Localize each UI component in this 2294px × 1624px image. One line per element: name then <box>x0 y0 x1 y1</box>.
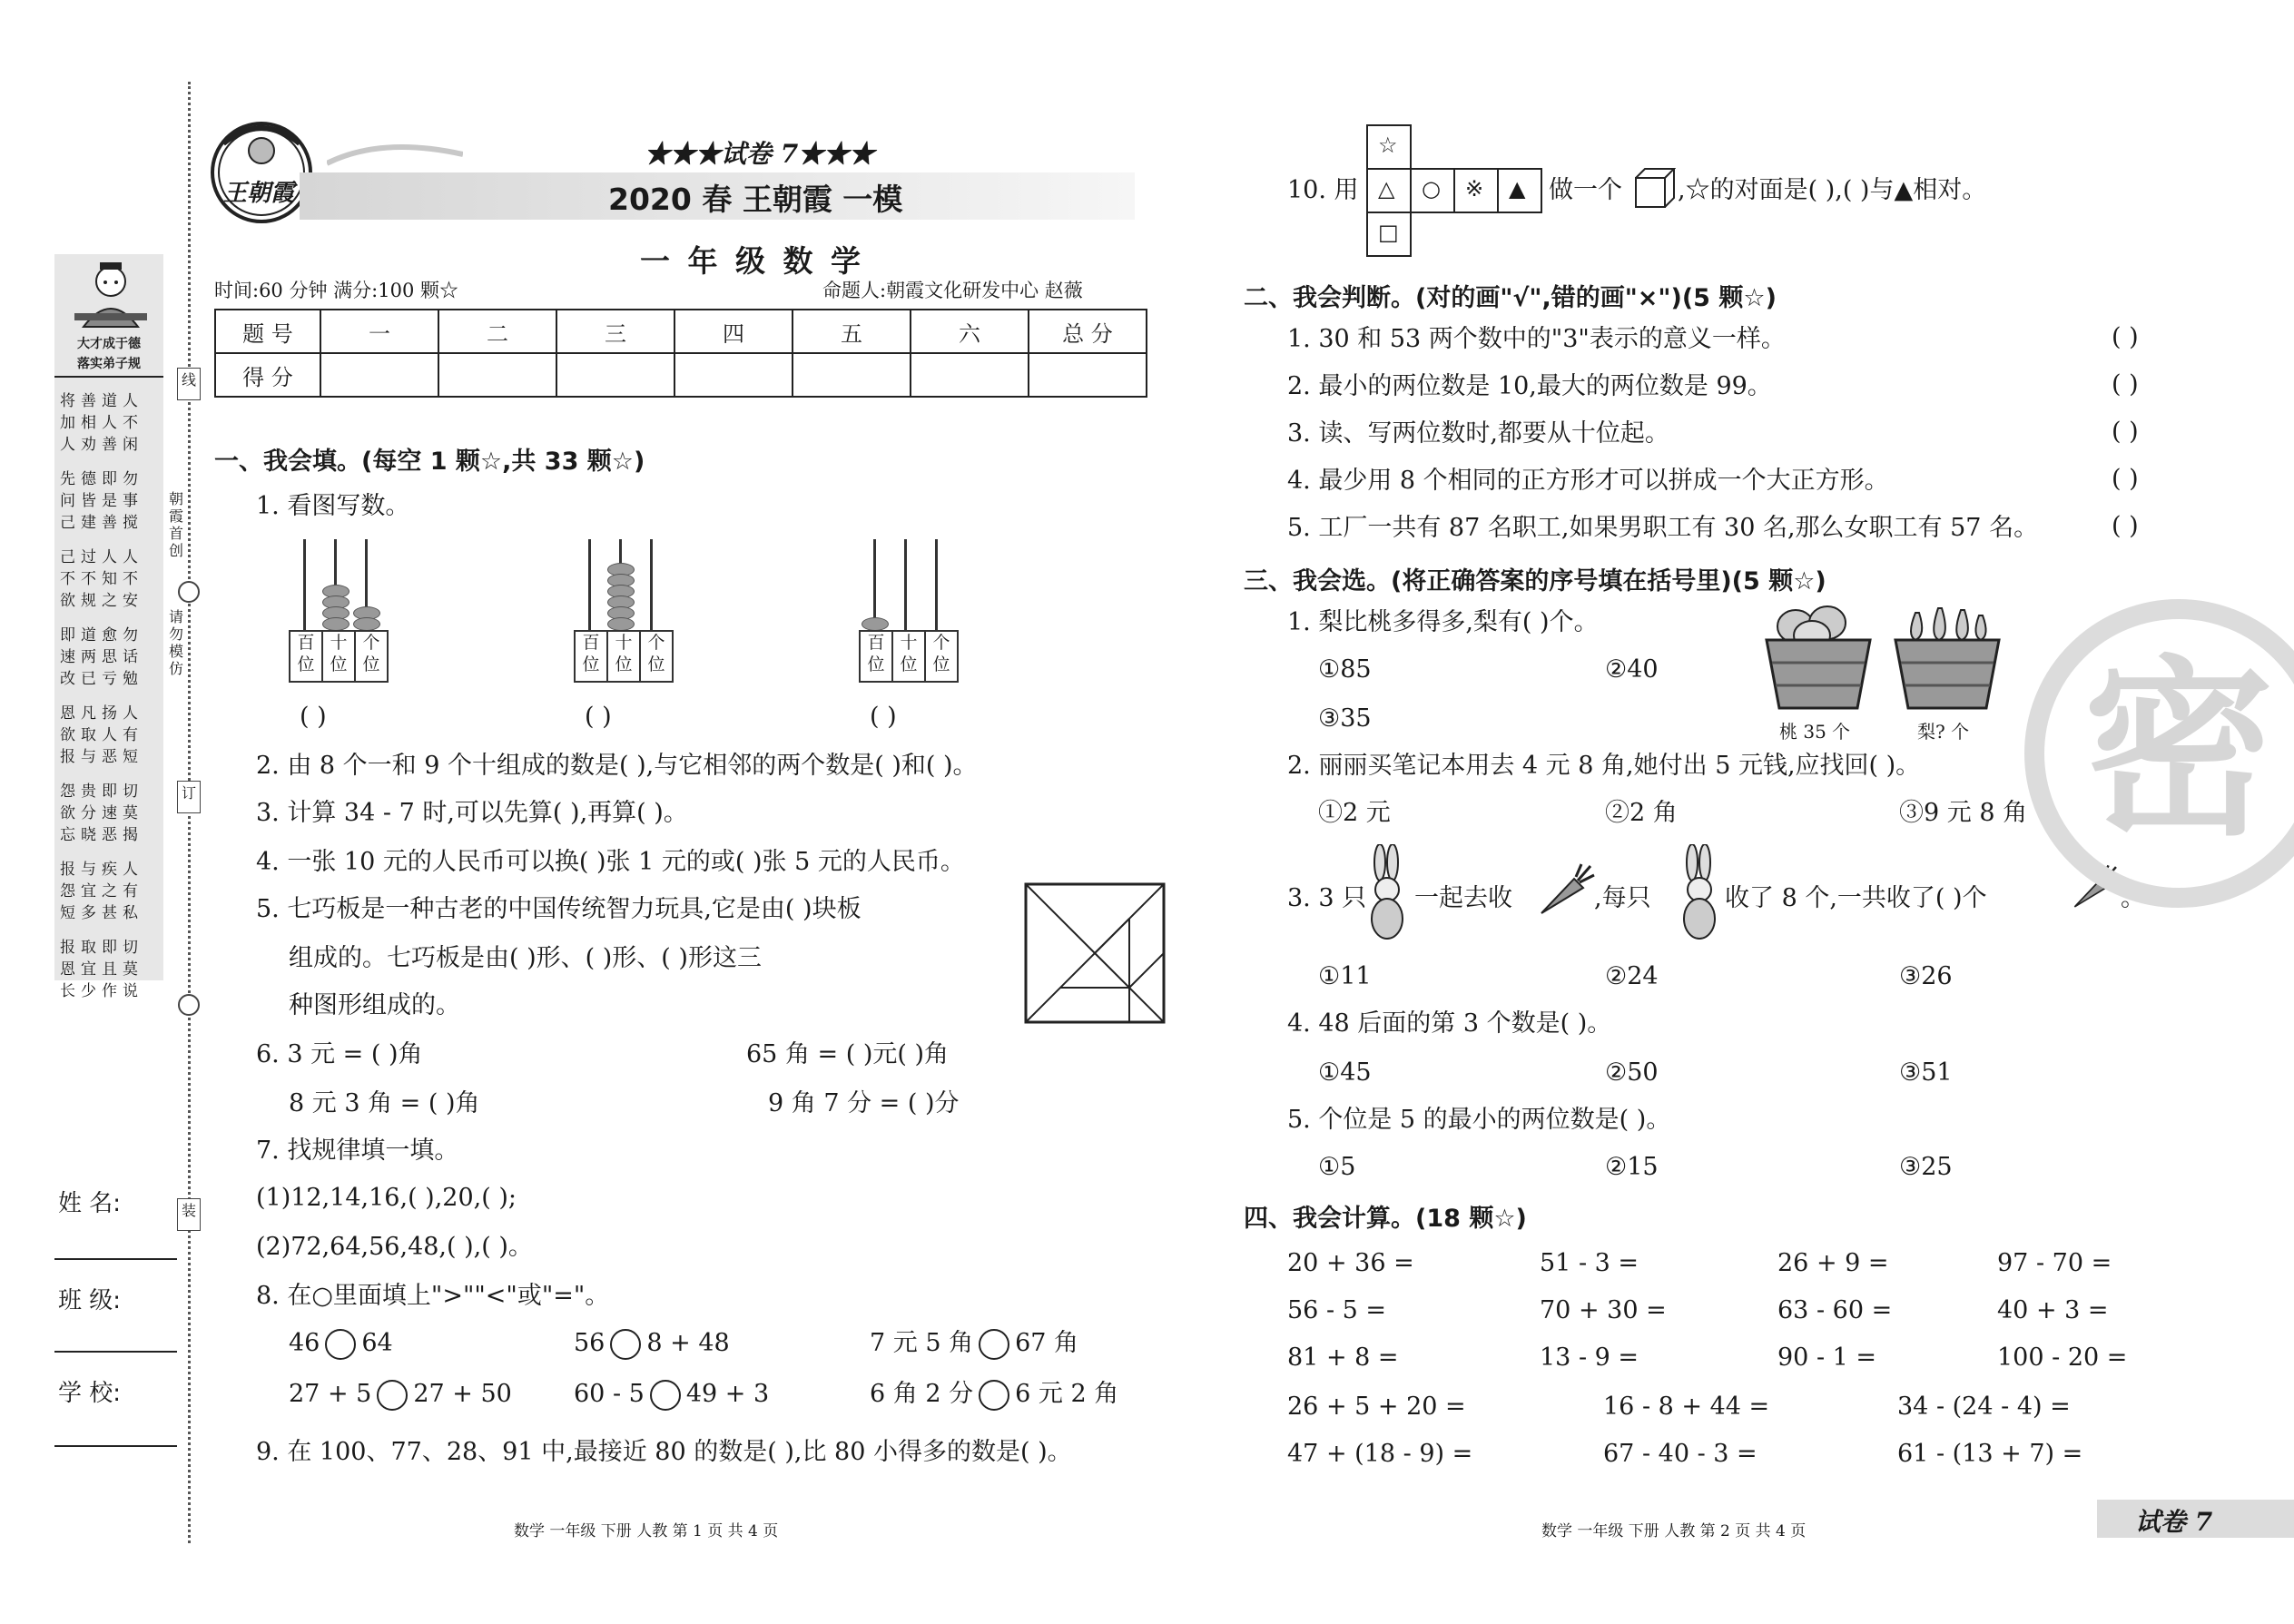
question-text: (2)72,64,56,48,( ),( )。 <box>256 1233 533 1261</box>
score-input-cell[interactable] <box>793 353 911 397</box>
question-text: 65 角 = ( )元( )角 <box>746 1040 950 1068</box>
ribbon-swoosh <box>327 127 463 172</box>
calc-item: 63 - 60 = <box>1777 1296 1893 1324</box>
compare-circle[interactable] <box>377 1380 408 1411</box>
choice-question: 一起去收 <box>1414 884 1512 912</box>
abacus-place-label: 个位 <box>354 630 389 683</box>
vertical-note: 朝霞首创 <box>169 490 184 559</box>
answer-blank[interactable]: ( ) <box>585 703 612 731</box>
score-input-cell[interactable] <box>1029 353 1147 397</box>
exam-author: 命题人:朝霞文化研发中心 赵薇 <box>822 280 1083 301</box>
calc-item: 47 + (18 - 9) = <box>1287 1440 1473 1468</box>
sidebar-poem-line: 将善道人 <box>60 392 143 410</box>
score-input-cell[interactable] <box>674 353 793 397</box>
pear-basket-image <box>1888 599 2006 721</box>
compare-circle[interactable] <box>650 1380 681 1411</box>
exam-badge: ★★★试卷 7★★★ <box>645 139 875 169</box>
calc-item: 61 - (13 + 7) = <box>1897 1440 2083 1468</box>
tangram-figure <box>1024 882 1166 1028</box>
cube-icon <box>1634 167 1676 212</box>
choice-question: 4. 48 后面的第 3 个数是( )。 <box>1287 1009 1612 1038</box>
page-footer: 数学 一年级 下册 人教 第 1 页 共 4 页 <box>514 1522 779 1540</box>
compare-item: 27 + 5 27 + 50 <box>289 1378 512 1411</box>
score-table <box>214 309 1147 398</box>
choice-option[interactable]: ①45 <box>1318 1058 1372 1087</box>
net-cell-symbol: ▲ <box>1509 176 1526 202</box>
answer-blank[interactable]: ( ) <box>300 703 327 731</box>
judge-item: 1. 30 和 53 两个数中的"3"表示的意义一样。 <box>1287 325 1786 353</box>
choice-option[interactable]: ③9 元 8 角 <box>1899 799 2028 827</box>
calc-item: 13 - 9 = <box>1540 1343 1639 1372</box>
sidebar-poem-line: 改已亏勉 <box>60 670 143 688</box>
judge-blank[interactable]: ( ) <box>2112 512 2139 540</box>
judge-blank[interactable]: ( ) <box>2112 418 2139 446</box>
calc-item: 40 + 3 = <box>1997 1296 2109 1324</box>
sidebar-poem-line: 报与恶短 <box>60 748 143 766</box>
sidebar-poem-line: 报取即切 <box>60 939 143 957</box>
abacus-place-label: 十位 <box>321 630 356 683</box>
choice-question: 5. 个位是 5 的最小的两位数是( )。 <box>1287 1106 1671 1134</box>
judge-blank[interactable]: ( ) <box>2112 370 2139 399</box>
section-heading: 三、我会选。(将正确答案的序号填在括号里)(5 颗☆) <box>1244 567 1826 595</box>
table-cell: 题 号 <box>215 310 320 353</box>
sidebar-poem-line: 先德即勿 <box>60 470 143 488</box>
section-heading: 二、我会判断。(对的画"√",错的画"×")(5 颗☆) <box>1244 284 1777 312</box>
abacus-place-label: 百位 <box>574 630 608 683</box>
choice-option[interactable]: ①11 <box>1318 962 1372 990</box>
calc-item: 97 - 70 = <box>1997 1249 2112 1277</box>
calc-item: 90 - 1 = <box>1777 1343 1877 1372</box>
compare-item: 7 元 5 角 67 角 <box>870 1327 1078 1360</box>
net-cell-symbol: ※ <box>1465 176 1484 202</box>
choice-option[interactable]: ①5 <box>1318 1153 1356 1181</box>
abacus-place-label: 百位 <box>859 630 893 683</box>
compare-item: 6 角 2 分 6 元 2 角 <box>870 1378 1118 1411</box>
table-cell: 二 <box>438 310 556 353</box>
calc-item: 56 - 5 = <box>1287 1296 1387 1324</box>
question-text: 7. 找规律填一填。 <box>256 1137 459 1165</box>
table-cell: 六 <box>911 310 1029 353</box>
score-input-cell[interactable] <box>556 353 674 397</box>
question-text: 3. 计算 34 - 7 时,可以先算( ),再算( )。 <box>256 799 688 827</box>
page-footer: 数学 一年级 下册 人教 第 2 页 共 4 页 <box>1541 1522 1807 1540</box>
question-text: 4. 一张 10 元的人民币可以换( )张 1 元的或( )张 5 元的人民币。 <box>256 848 965 876</box>
sidebar-poem-line: 人劝善闲 <box>60 436 143 454</box>
corner-label: 试卷 7 <box>2135 1507 2213 1537</box>
compare-item: 46 64 <box>289 1327 393 1360</box>
sidebar-poem-line: 不不知不 <box>60 570 143 588</box>
question-text: 做一个 <box>1549 176 1622 204</box>
choice-option[interactable]: ②24 <box>1605 962 1659 990</box>
seal-mark: 线 <box>177 368 201 400</box>
judge-item: 2. 最小的两位数是 10,最大的两位数是 99。 <box>1287 372 1772 400</box>
sidebar-poem-line: 忘晓恶揭 <box>60 826 143 844</box>
abacus-figure <box>574 539 674 684</box>
table-cell: 三 <box>556 310 674 353</box>
abacus-place-label: 个位 <box>639 630 674 683</box>
choice-option[interactable]: ①2 元 <box>1318 799 1391 827</box>
binding-hole <box>178 994 200 1016</box>
question-text: 6. 3 元 = ( )角 <box>256 1040 423 1068</box>
score-input-cell[interactable] <box>911 353 1029 397</box>
judge-item: 4. 最少用 8 个相同的正方形才可以拼成一个大正方形。 <box>1287 467 1889 495</box>
choice-question: 收了 8 个,一共收了( )个 <box>1725 884 1987 912</box>
calc-item: 81 + 8 = <box>1287 1343 1399 1372</box>
score-input-cell[interactable] <box>320 353 438 397</box>
choice-option[interactable]: ②15 <box>1605 1153 1659 1181</box>
sidebar-poem-line: 恩凡扬人 <box>60 704 143 723</box>
abacus-place-label: 百位 <box>289 630 323 683</box>
question-text: 1. 看图写数。 <box>256 492 410 520</box>
calc-item: 51 - 3 = <box>1540 1249 1639 1277</box>
sidebar-poem-line: 短多甚私 <box>60 904 143 922</box>
exam-time-info: 时间:60 分钟 满分:100 颗☆ <box>214 280 458 301</box>
name-label: 姓 名: <box>58 1190 122 1217</box>
compare-item: 60 - 5 49 + 3 <box>574 1378 769 1411</box>
seal-mark: 订 <box>177 781 201 813</box>
question-text: 9. 在 100、77、28、91 中,最接近 80 的数是( ),比 80 小得多的数是( )。 <box>256 1438 1072 1466</box>
section-heading: 四、我会计算。(18 颗☆) <box>1244 1205 1527 1233</box>
table-cell: 五 <box>793 310 911 353</box>
question-text: 5. 七巧板是一种古老的中国传统智力玩具,它是由( )块板 <box>256 895 861 923</box>
question-text: 10. 用 <box>1287 176 1359 204</box>
logo-text: 王朝霞 <box>223 180 295 207</box>
sidebar-poem-line: 己建善搅 <box>60 514 143 532</box>
calc-item: 16 - 8 + 44 = <box>1603 1393 1770 1421</box>
class-field[interactable] <box>54 1351 177 1353</box>
choice-question: 3. 3 只 <box>1287 884 1367 912</box>
choice-option[interactable]: ③26 <box>1899 962 1953 990</box>
question-text: 8 元 3 角 = ( )角 <box>289 1089 480 1117</box>
secret-stamp: 密 <box>2024 599 2294 908</box>
abacus-place-label: 十位 <box>891 630 926 683</box>
score-table-row <box>215 353 1147 397</box>
choice-option[interactable]: ①85 <box>1318 655 1372 684</box>
seal-mark: 装 <box>177 1198 201 1231</box>
sidebar-poem-line: 恩宜且莫 <box>60 960 143 979</box>
sidebar-poem-line: 报与疾人 <box>60 861 143 879</box>
compare-circle[interactable] <box>979 1380 1009 1411</box>
question-text: 8. 在○里面填上">""<"或"="。 <box>256 1282 610 1310</box>
calc-item: 100 - 20 = <box>1997 1343 2128 1372</box>
sidebar-motto: 大才成于德 <box>77 337 141 351</box>
basket-caption: 桃 35 个 <box>1779 721 1851 743</box>
question-text: 9 角 7 分 = ( )分 <box>768 1089 960 1117</box>
judge-blank[interactable]: ( ) <box>2112 465 2139 493</box>
choice-question: 1. 梨比桃多得多,梨有( )个。 <box>1287 608 1599 636</box>
answer-blank[interactable]: ( ) <box>870 703 897 731</box>
abacus-figure <box>289 539 389 684</box>
sidebar-poem-line: 欲取人有 <box>60 726 143 744</box>
compare-circle[interactable] <box>979 1329 1009 1360</box>
class-label: 班 级: <box>58 1287 122 1314</box>
compare-circle[interactable] <box>325 1329 356 1360</box>
sidebar-poem-line: 欲分速莫 <box>60 804 143 822</box>
table-cell: 得 分 <box>215 353 320 397</box>
calc-item: 26 + 5 + 20 = <box>1287 1393 1466 1421</box>
sidebar-poem-line: 问皆是事 <box>60 492 143 510</box>
choice-option[interactable]: ③51 <box>1899 1058 1953 1087</box>
choice-question: ,每只 <box>1594 884 1651 912</box>
net-cell-symbol: △ <box>1378 176 1395 202</box>
basket-caption: 梨? 个 <box>1917 721 1970 743</box>
sidebar-poem-line: 速两思话 <box>60 648 143 666</box>
peach-basket-image <box>1759 599 1877 721</box>
sidebar-poem-line: 欲规之安 <box>60 592 143 610</box>
exam-title: 2020 春 王朝霞 一模 <box>608 182 903 217</box>
choice-option[interactable]: ②40 <box>1605 655 1659 684</box>
calc-item: 70 + 30 = <box>1540 1296 1667 1324</box>
section-heading: 一、我会填。(每空 1 颗☆,共 33 颗☆) <box>214 448 645 476</box>
abacus-place-label: 十位 <box>606 630 641 683</box>
table-cell: 四 <box>674 310 793 353</box>
sidebar-poem-line: 怨宜之有 <box>60 882 143 901</box>
abacus-figure <box>859 539 959 684</box>
scholar-illustration <box>65 259 156 331</box>
vertical-note: 请勿模仿 <box>169 608 184 677</box>
table-cell: 总 分 <box>1029 310 1147 353</box>
choice-option[interactable]: ②50 <box>1605 1058 1659 1087</box>
question-text: 种图形组成的。 <box>289 991 460 1019</box>
calc-item: 34 - (24 - 4) = <box>1897 1393 2071 1421</box>
choice-question: 。 <box>2121 884 2145 912</box>
net-cell-symbol: ○ <box>1422 176 1441 202</box>
school-field[interactable] <box>54 1445 177 1447</box>
choice-option[interactable]: ③25 <box>1899 1153 1953 1181</box>
score-table-row <box>215 310 1147 353</box>
judge-item: 3. 读、写两位数时,都要从十位起。 <box>1287 419 1669 448</box>
question-text: 组成的。七巧板是由( )形、( )形、( )形这三 <box>289 944 762 972</box>
net-cell-symbol: □ <box>1378 220 1399 245</box>
sidebar-poem-line: 己过人人 <box>60 548 143 566</box>
rabbit-icon <box>1674 844 1725 948</box>
choice-option[interactable]: ③35 <box>1318 704 1372 733</box>
rabbit-icon <box>1362 844 1413 948</box>
sidebar-poem-line: 即道愈勿 <box>60 626 143 645</box>
abacus-place-label: 个位 <box>924 630 959 683</box>
sidebar-poem <box>60 390 164 1015</box>
subject-title: 一 年 级 数 学 <box>640 243 864 279</box>
calc-item: 20 + 36 = <box>1287 1249 1414 1277</box>
sidebar-poem-line: 长少作说 <box>60 982 143 1000</box>
judge-blank[interactable]: ( ) <box>2112 323 2139 351</box>
judge-item: 5. 工厂一共有 87 名职工,如果男职工有 30 名,那么女职工有 57 名。 <box>1287 514 2039 542</box>
score-input-cell[interactable] <box>438 353 556 397</box>
net-cell-symbol: ☆ <box>1378 133 1398 158</box>
sidebar-poem-line: 怨贵即切 <box>60 782 143 801</box>
question-text: ,☆的对面是( ),( )与▲相对。 <box>1678 176 1987 204</box>
calc-item: 67 - 40 - 3 = <box>1603 1440 1757 1468</box>
sidebar-poem-line: 加相人不 <box>60 414 143 432</box>
choice-question: 2. 丽丽买笔记本用去 4 元 8 角,她付出 5 元钱,应找回( )。 <box>1287 752 1921 780</box>
choice-option[interactable]: ②2 角 <box>1605 799 1678 827</box>
question-text: 2. 由 8 个一和 9 个十组成的数是( ),与它相邻的两个数是( )和( )。 <box>256 752 978 780</box>
name-field[interactable] <box>54 1258 177 1260</box>
table-cell: 一 <box>320 310 438 353</box>
binding-hole <box>178 581 200 603</box>
question-text: (1)12,14,16,( ),20,( ); <box>256 1184 517 1212</box>
sidebar-motto: 落实弟子规 <box>54 354 163 378</box>
carrot-icon <box>1538 862 1596 920</box>
school-label: 学 校: <box>58 1380 122 1407</box>
compare-circle[interactable] <box>610 1329 641 1360</box>
compare-item: 56 8 + 48 <box>574 1327 730 1360</box>
calc-item: 26 + 9 = <box>1777 1249 1889 1277</box>
